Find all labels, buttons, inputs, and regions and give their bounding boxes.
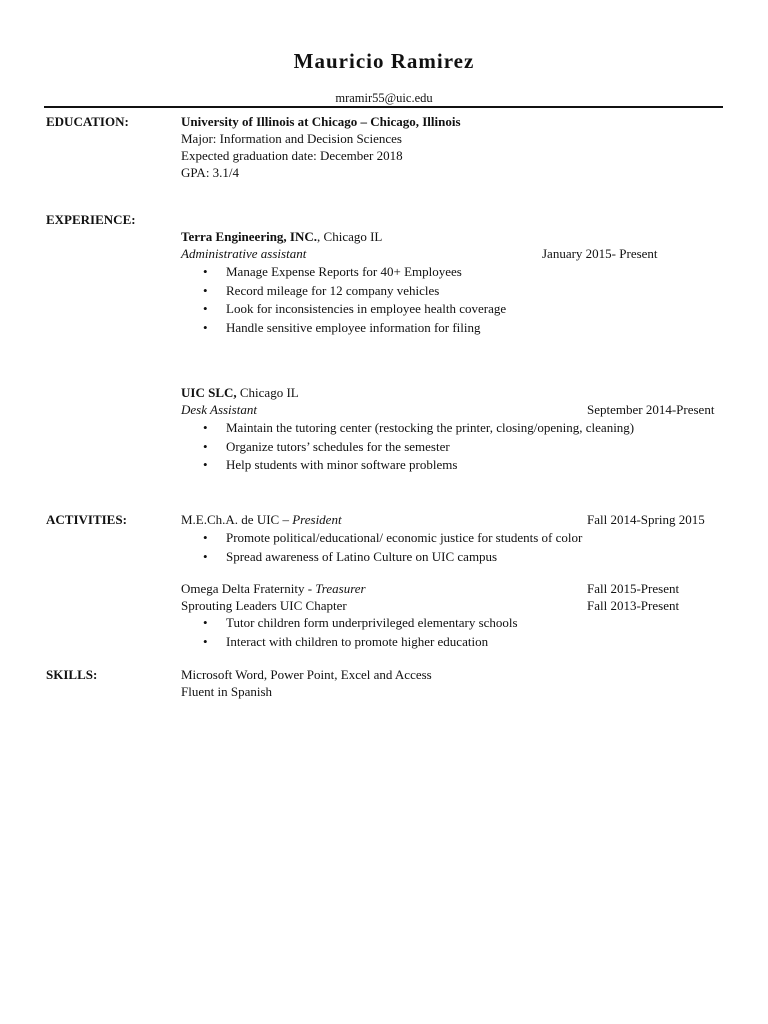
job-dates: January 2015- Present: [542, 246, 658, 261]
job-bullets: [181, 419, 726, 475]
activities-label: ACTIVITIES:: [46, 512, 127, 527]
resume-name: Mauricio Ramirez: [293, 49, 475, 73]
activity-org: Sprouting Leaders UIC Chapter: [181, 598, 347, 613]
list-item: • Manage Expense Reports for 40+ Employees: [181, 263, 726, 282]
activity-bullets: [181, 614, 726, 651]
list-item: • Record mileage for 12 company vehicles: [181, 282, 726, 301]
list-item: • Look for inconsistencies in employee health coverage: [181, 300, 726, 319]
graduation-date: Expected graduation date: December 2018: [181, 148, 403, 163]
activity-role: President: [292, 512, 342, 527]
email-address: mramir55@uic.edu: [335, 91, 433, 105]
skills-label: SKILLS:: [46, 667, 98, 682]
activity-dates: Fall 2015-Present: [587, 581, 680, 596]
list-item: • Promote political/educational/ economic justice for students of color: [181, 529, 726, 548]
list-item: • Help students with minor software problems: [181, 456, 726, 475]
list-item: • Tutor children form underprivileged elementary schools: [181, 614, 726, 633]
job-title-row: [181, 401, 726, 418]
job-employer: [181, 384, 726, 401]
education-label: EDUCATION:: [46, 114, 129, 129]
list-item: • Interact with children to promote higher education: [181, 633, 726, 652]
activity-org: M.E.Ch.A. de UIC –: [181, 512, 293, 527]
activity-row: [181, 597, 726, 614]
list-item: • Organize tutors’ schedules for the semester: [181, 438, 726, 457]
skill-line: Fluent in Spanish: [181, 684, 273, 699]
job-title-row: [181, 245, 726, 262]
employer-name: UIC SLC,: [181, 385, 237, 400]
job-title: Desk Assistant: [181, 402, 257, 417]
list-item: • Spread awareness of Latino Culture on UIC campus: [181, 548, 726, 567]
major: Major: Information and Decision Sciences: [181, 131, 402, 146]
header-divider: [44, 106, 723, 108]
employer-location: , Chicago IL: [317, 229, 383, 244]
skill-line: Microsoft Word, Power Point, Excel and Access: [181, 667, 432, 682]
education-content: [181, 113, 726, 181]
employer-name: Terra Engineering, INC.: [181, 229, 318, 244]
activity-row: [181, 511, 726, 528]
activity-role: Treasurer: [315, 581, 366, 596]
experience-label: EXPERIENCE:: [46, 212, 136, 227]
job-bullets: [181, 263, 726, 337]
activity-dates: Fall 2014-Spring 2015: [587, 512, 705, 527]
job-employer: [181, 228, 726, 245]
activity-bullets: [181, 529, 726, 566]
list-item: • Maintain the tutoring center (restocking the printer, closing/opening, cleaning): [181, 419, 726, 438]
job-dates: September 2014-Present: [587, 402, 715, 417]
job-title: Administrative assistant: [181, 246, 307, 261]
gpa: GPA: 3.1/4: [181, 165, 240, 180]
activity-row: [181, 580, 726, 597]
activity-dates: Fall 2013-Present: [587, 598, 680, 613]
employer-location: Chicago IL: [236, 385, 299, 400]
activity-org: Omega Delta Fraternity -: [181, 581, 316, 596]
list-item: • Handle sensitive employee information for filing: [181, 319, 726, 338]
school-name: University of Illinois at Chicago – Chicago, Illinois: [181, 114, 461, 129]
